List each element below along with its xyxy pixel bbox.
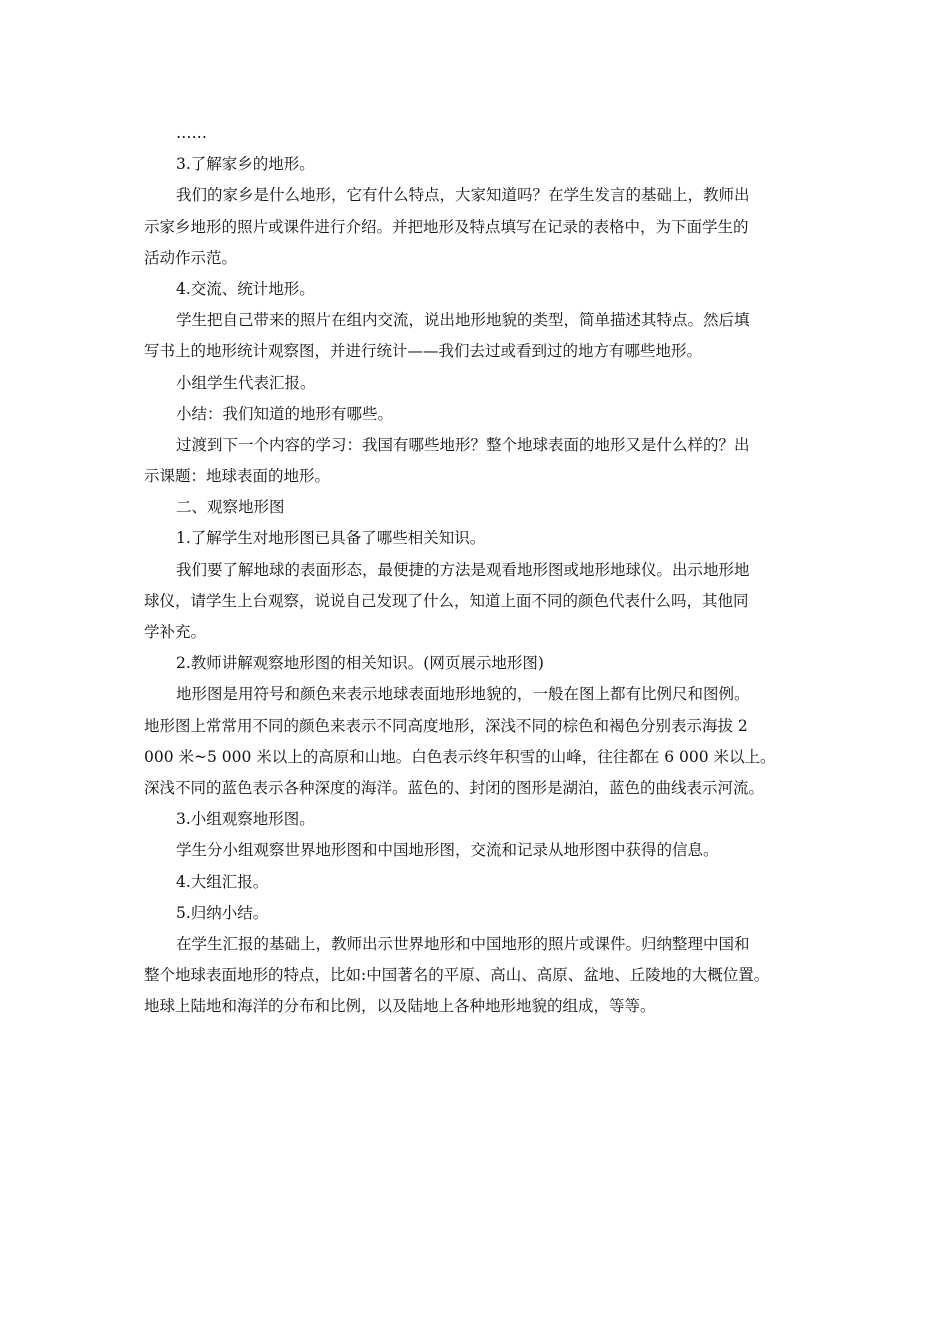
paragraph-line: 地形图上常常用不同的颜色来表示不同高度地形，深浅不同的棕色和褐色分别表示海拔 2 [144, 716, 748, 735]
heading-2: 2.教师讲解观察地形图的相关知识。(网页展示地形图) [176, 654, 544, 673]
document-body [144, 118, 812, 1022]
paragraph-line: 活动作示范。 [144, 248, 238, 267]
paragraph-line: 写书上的地形统计观察图，并进行统计——我们去过或看到过的地方有哪些地形。 [144, 342, 703, 361]
paragraph-line: 学生分小组观察世界地形图和中国地形图，交流和记录从地形图中获得的信息。 [176, 841, 719, 860]
paragraph-line: 地形图是用符号和颜色来表示地球表面地形地貌的，一般在图上都有比例尺和图例。 [176, 685, 750, 704]
heading-3b: 3.小组观察地形图。 [176, 810, 315, 829]
heading-4: 4.交流、统计地形。 [176, 279, 315, 298]
paragraph-line: 小组学生代表汇报。 [176, 373, 316, 392]
paragraph-line: 小结：我们知道的地形有哪些。 [176, 404, 394, 423]
paragraph-line: 学生把自己带来的照片在组内交流，说出地形地貌的类型，简单描述其特点。然后填 [176, 311, 750, 330]
paragraph-line: 示课题：地球表面的地形。 [144, 467, 331, 486]
paragraph-line: 学补充。 [144, 623, 207, 641]
ellipsis-line: …… [176, 124, 207, 142]
paragraph-line: 整个地球表面地形的特点，比如:中国著名的平原、高山、高原、盆地、丘陵地的大概位置。 [144, 966, 770, 985]
paragraph-line: 我们要了解地球的表面形态，最便捷的方法是观看地形图或地形地球仪。出示地形地 [176, 560, 750, 579]
paragraph-line: 过渡到下一个内容的学习：我国有哪些地形？整个地球表面的地形又是什么样的？出 [176, 435, 750, 454]
paragraph-line: 000 米~5 000 米以上的高原和山地。白色表示终年积雪的山峰，往往都在 6 000 米以上。 [144, 747, 776, 766]
paragraph-line: 我们的家乡是什么地形，它有什么特点，大家知道吗？在学生发言的基础上，教师出 [176, 186, 750, 205]
paragraph-line: 地球上陆地和海洋的分布和比例，以及陆地上各种地形地貌的组成，等等。 [144, 997, 656, 1016]
heading-3: 3.了解家乡的地形。 [176, 155, 315, 174]
heading-4b: 4.大组汇报。 [176, 872, 269, 891]
paragraph-line: 在学生汇报的基础上，教师出示世界地形和中国地形的照片或课件。归纳整理中国和 [176, 934, 750, 953]
paragraph-line: 球仪，请学生上台观察，说说自己发现了什么，知道上面不同的颜色代表什么吗，其他同 [144, 591, 749, 610]
section-heading: 二、观察地形图 [176, 498, 285, 517]
paragraph-line: 深浅不同的蓝色表示各种深度的海洋。蓝色的、封闭的图形是湖泊，蓝色的曲线表示河流。 [144, 778, 765, 797]
paragraph-line: 示家乡地形的照片或课件进行介绍。并把地形及特点填写在记录的表格中，为下面学生的 [144, 217, 749, 236]
heading-1: 1.了解学生对地形图已具备了哪些相关知识。 [176, 529, 486, 548]
heading-5: 5.归纳小结。 [176, 903, 269, 922]
